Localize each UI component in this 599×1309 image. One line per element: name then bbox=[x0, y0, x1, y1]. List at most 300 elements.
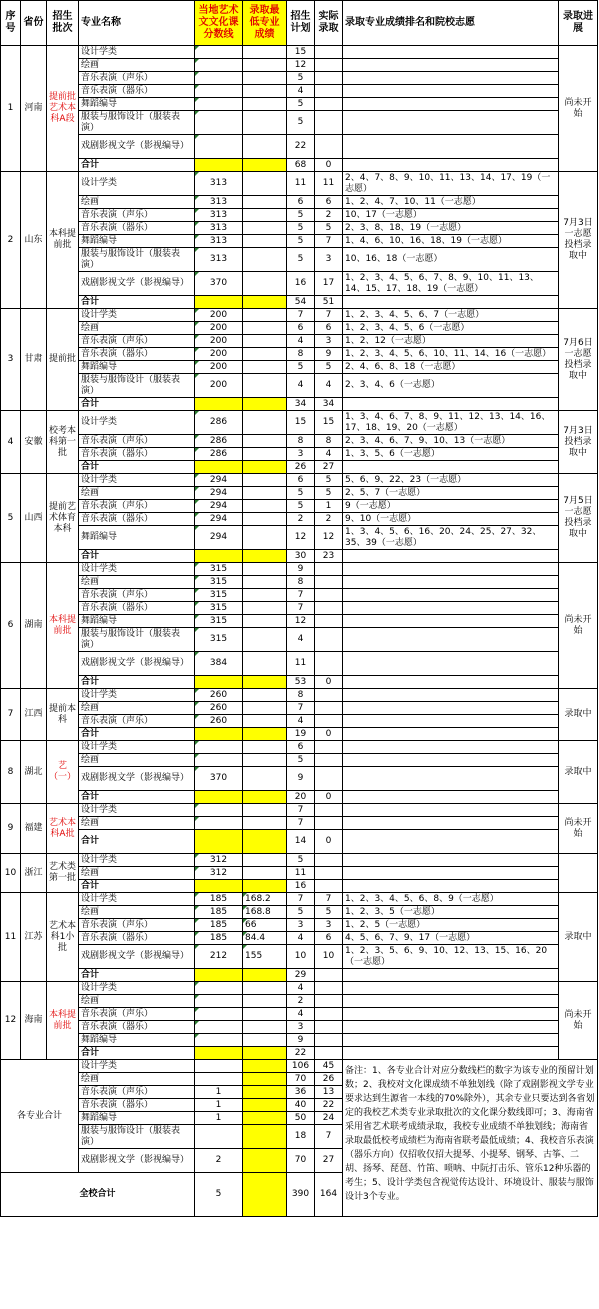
major-cell: 设计学类 bbox=[79, 804, 195, 817]
cutoff-cell bbox=[195, 98, 243, 111]
total-actual: 27 bbox=[315, 461, 343, 474]
major-cell: 服装与服饰设计（服装表演） bbox=[79, 628, 195, 652]
major-cell: 绘画 bbox=[79, 702, 195, 715]
major-cell: 设计学类 bbox=[79, 309, 195, 322]
total-ranking bbox=[343, 728, 559, 741]
major-cell: 音乐表演（声乐） bbox=[79, 589, 195, 602]
table-row bbox=[1, 576, 598, 589]
header-min-score: 录取最低专业成绩 bbox=[243, 1, 287, 46]
ranking-cell bbox=[343, 867, 559, 880]
major-cell: 绘画 bbox=[79, 1073, 195, 1086]
table-row bbox=[1, 135, 598, 159]
actual-cell: 9 bbox=[315, 348, 343, 361]
total-min-score bbox=[243, 880, 287, 893]
cutoff-cell: 312 bbox=[195, 867, 243, 880]
plan-cell: 5 bbox=[287, 754, 315, 767]
table-row bbox=[1, 817, 598, 830]
ranking-cell bbox=[343, 982, 559, 995]
major-cell: 音乐表演（声乐） bbox=[79, 1008, 195, 1021]
ranking-cell: 10、17（一志愿） bbox=[343, 209, 559, 222]
cutoff-cell: 315 bbox=[195, 615, 243, 628]
table-row bbox=[1, 893, 598, 906]
total-plan: 14 bbox=[287, 830, 315, 854]
ranking-cell bbox=[343, 702, 559, 715]
min-score-cell bbox=[243, 628, 287, 652]
actual-cell: 15 bbox=[315, 411, 343, 435]
actual-cell: 6 bbox=[315, 322, 343, 335]
major-cell: 音乐表演（声乐） bbox=[79, 919, 195, 932]
table-row bbox=[1, 982, 598, 995]
total-cutoff bbox=[195, 676, 243, 689]
ranking-cell bbox=[343, 85, 559, 98]
actual-cell bbox=[315, 702, 343, 715]
table-row bbox=[1, 435, 598, 448]
table-row bbox=[1, 72, 598, 85]
province-cell: 湖北 bbox=[21, 741, 47, 804]
plan-cell: 70 bbox=[287, 1149, 315, 1173]
total-plan: 53 bbox=[287, 676, 315, 689]
ranking-cell: 9（一志愿） bbox=[343, 500, 559, 513]
total-actual bbox=[315, 1047, 343, 1060]
major-cell: 舞蹈编导 bbox=[79, 235, 195, 248]
table-row bbox=[1, 702, 598, 715]
plan-cell: 4 bbox=[287, 715, 315, 728]
table-row bbox=[1, 46, 598, 59]
plan-cell: 2 bbox=[287, 513, 315, 526]
plan-cell: 36 bbox=[287, 1086, 315, 1099]
total-label: 合计 bbox=[79, 969, 195, 982]
total-min-score bbox=[243, 159, 287, 172]
total-label: 合计 bbox=[79, 791, 195, 804]
min-score-cell bbox=[243, 995, 287, 1008]
header-row bbox=[1, 1, 598, 46]
major-cell: 戏剧影视文学（影视编导） bbox=[79, 945, 195, 969]
seq-cell: 11 bbox=[1, 893, 21, 982]
total-plan: 29 bbox=[287, 969, 315, 982]
plan-cell: 7 bbox=[287, 817, 315, 830]
cutoff-cell: 185 bbox=[195, 919, 243, 932]
table-row bbox=[1, 628, 598, 652]
cutoff-cell: 200 bbox=[195, 374, 243, 398]
major-cell: 设计学类 bbox=[79, 172, 195, 196]
min-score-cell bbox=[243, 272, 287, 296]
cutoff-cell: 286 bbox=[195, 448, 243, 461]
total-ranking bbox=[343, 296, 559, 309]
total-label: 合计 bbox=[79, 296, 195, 309]
actual-cell bbox=[315, 602, 343, 615]
actual-cell bbox=[315, 615, 343, 628]
total-min-score bbox=[243, 1047, 287, 1060]
ranking-cell bbox=[343, 652, 559, 676]
major-cell: 舞蹈编导 bbox=[79, 1112, 195, 1125]
total-min-score bbox=[243, 830, 287, 854]
major-cell: 设计学类 bbox=[79, 741, 195, 754]
table-row bbox=[1, 500, 598, 513]
cutoff-cell: 315 bbox=[195, 563, 243, 576]
cutoff-cell bbox=[195, 111, 243, 135]
min-score-cell bbox=[243, 111, 287, 135]
plan-cell: 5 bbox=[287, 854, 315, 867]
actual-cell: 6 bbox=[315, 196, 343, 209]
cutoff-cell: 315 bbox=[195, 628, 243, 652]
cutoff-cell: 212 bbox=[195, 945, 243, 969]
ranking-cell: 1、2、3、4、5、6、7、8、9、10、11、13、14、15、17、18、19（一志愿） bbox=[343, 272, 559, 296]
plan-cell: 15 bbox=[287, 411, 315, 435]
total-ranking bbox=[343, 1047, 559, 1060]
table-row bbox=[1, 111, 598, 135]
min-score-cell bbox=[243, 689, 287, 702]
major-cell: 音乐表演（声乐） bbox=[79, 500, 195, 513]
province-cell: 安徽 bbox=[21, 411, 47, 474]
grand-total-plan: 390 bbox=[287, 1173, 315, 1217]
actual-cell bbox=[315, 767, 343, 791]
total-label: 合计 bbox=[79, 461, 195, 474]
plan-cell: 9 bbox=[287, 1034, 315, 1047]
total-min-score bbox=[243, 550, 287, 563]
min-score-cell bbox=[243, 1086, 287, 1099]
ranking-cell bbox=[343, 754, 559, 767]
actual-cell: 8 bbox=[315, 435, 343, 448]
progress-cell: 7月3日投档录取中 bbox=[559, 411, 598, 474]
ranking-cell: 1、2、4、7、10、11（一志愿） bbox=[343, 196, 559, 209]
cutoff-cell bbox=[195, 995, 243, 1008]
ranking-cell: 5、6、9、22、23（一志愿） bbox=[343, 474, 559, 487]
header-plan: 招生计划 bbox=[287, 1, 315, 46]
plan-cell: 5 bbox=[287, 487, 315, 500]
cutoff-cell: 200 bbox=[195, 309, 243, 322]
table-row bbox=[1, 59, 598, 72]
ranking-cell bbox=[343, 98, 559, 111]
ranking-cell bbox=[343, 995, 559, 1008]
table-row bbox=[1, 85, 598, 98]
total-row bbox=[1, 728, 598, 741]
min-score-cell bbox=[243, 98, 287, 111]
table-row bbox=[1, 309, 598, 322]
actual-cell: 7 bbox=[315, 235, 343, 248]
actual-cell bbox=[315, 1021, 343, 1034]
table-body bbox=[1, 46, 598, 1217]
seq-cell: 3 bbox=[1, 309, 21, 411]
plan-cell: 4 bbox=[287, 374, 315, 398]
actual-cell bbox=[315, 754, 343, 767]
cutoff-cell: 260 bbox=[195, 702, 243, 715]
actual-cell: 5 bbox=[315, 487, 343, 500]
actual-cell: 11 bbox=[315, 172, 343, 196]
total-row bbox=[1, 159, 598, 172]
total-row bbox=[1, 969, 598, 982]
total-ranking bbox=[343, 791, 559, 804]
major-cell: 音乐表演（声乐） bbox=[79, 1086, 195, 1099]
total-label: 合计 bbox=[79, 728, 195, 741]
cutoff-cell: 1 bbox=[195, 1112, 243, 1125]
ranking-cell: 2、4、7、8、9、10、11、13、14、17、19（一志愿） bbox=[343, 172, 559, 196]
cutoff-cell bbox=[195, 1034, 243, 1047]
actual-cell: 2 bbox=[315, 513, 343, 526]
min-score-cell bbox=[243, 196, 287, 209]
seq-cell: 7 bbox=[1, 689, 21, 741]
table-row bbox=[1, 209, 598, 222]
batch-cell: 校考本科第一批 bbox=[47, 411, 79, 474]
major-cell: 设计学类 bbox=[79, 474, 195, 487]
table-row bbox=[1, 767, 598, 791]
min-score-cell bbox=[243, 474, 287, 487]
table-row bbox=[1, 615, 598, 628]
ranking-cell bbox=[343, 817, 559, 830]
total-label: 合计 bbox=[79, 880, 195, 893]
batch-cell: 提前本科 bbox=[47, 689, 79, 741]
plan-cell: 11 bbox=[287, 867, 315, 880]
plan-cell: 2 bbox=[287, 995, 315, 1008]
table-row bbox=[1, 272, 598, 296]
major-cell: 音乐表演（器乐） bbox=[79, 222, 195, 235]
table-row bbox=[1, 526, 598, 550]
major-cell: 舞蹈编导 bbox=[79, 361, 195, 374]
min-score-cell bbox=[243, 172, 287, 196]
table-row bbox=[1, 235, 598, 248]
cutoff-cell bbox=[195, 59, 243, 72]
plan-cell: 8 bbox=[287, 435, 315, 448]
plan-cell: 11 bbox=[287, 652, 315, 676]
major-cell: 服装与服饰设计（服装表演） bbox=[79, 374, 195, 398]
table-row bbox=[1, 448, 598, 461]
major-cell: 设计学类 bbox=[79, 893, 195, 906]
plan-cell: 5 bbox=[287, 906, 315, 919]
actual-cell bbox=[315, 652, 343, 676]
major-cell: 音乐表演（器乐） bbox=[79, 448, 195, 461]
cutoff-cell: 1 bbox=[195, 1086, 243, 1099]
province-cell: 海南 bbox=[21, 982, 47, 1060]
plan-cell: 40 bbox=[287, 1099, 315, 1112]
total-ranking bbox=[343, 676, 559, 689]
ranking-cell bbox=[343, 1021, 559, 1034]
min-score-cell bbox=[243, 222, 287, 235]
plan-cell: 7 bbox=[287, 893, 315, 906]
ranking-cell: 2、3、8、18、19（一志愿） bbox=[343, 222, 559, 235]
major-cell: 绘画 bbox=[79, 754, 195, 767]
actual-cell: 5 bbox=[315, 474, 343, 487]
batch-cell: 提前批 bbox=[47, 309, 79, 411]
total-min-score bbox=[243, 791, 287, 804]
plan-cell: 5 bbox=[287, 72, 315, 85]
min-score-cell bbox=[243, 1060, 287, 1073]
major-cell: 设计学类 bbox=[79, 563, 195, 576]
plan-cell: 6 bbox=[287, 196, 315, 209]
progress-cell: 录取中 bbox=[559, 893, 598, 982]
actual-cell: 26 bbox=[315, 1073, 343, 1086]
table-row bbox=[1, 1034, 598, 1047]
grand-total-label: 全校合计 bbox=[1, 1173, 195, 1217]
total-actual: 0 bbox=[315, 791, 343, 804]
cutoff-cell: 315 bbox=[195, 589, 243, 602]
table-row bbox=[1, 867, 598, 880]
min-score-cell bbox=[243, 576, 287, 589]
ranking-cell: 9、10（一志愿） bbox=[343, 513, 559, 526]
total-row bbox=[1, 461, 598, 474]
plan-cell: 9 bbox=[287, 563, 315, 576]
progress-cell: 7月3日一志愿投档录取中 bbox=[559, 172, 598, 309]
cutoff-cell: 286 bbox=[195, 411, 243, 435]
ranking-cell: 1、2、3、4、5、6、10、11、14、16（一志愿） bbox=[343, 348, 559, 361]
actual-cell: 6 bbox=[315, 932, 343, 945]
total-actual bbox=[315, 969, 343, 982]
min-score-cell bbox=[243, 1149, 287, 1173]
major-cell: 绘画 bbox=[79, 817, 195, 830]
actual-cell: 17 bbox=[315, 272, 343, 296]
ranking-cell bbox=[343, 563, 559, 576]
table-row bbox=[1, 172, 598, 196]
total-ranking bbox=[343, 159, 559, 172]
plan-cell: 4 bbox=[287, 932, 315, 945]
total-cutoff bbox=[195, 398, 243, 411]
total-row bbox=[1, 1047, 598, 1060]
cutoff-cell: 200 bbox=[195, 348, 243, 361]
plan-cell: 3 bbox=[287, 919, 315, 932]
total-row bbox=[1, 880, 598, 893]
total-plan: 34 bbox=[287, 398, 315, 411]
seq-cell: 5 bbox=[1, 474, 21, 563]
total-label: 合计 bbox=[79, 159, 195, 172]
major-cell: 设计学类 bbox=[79, 411, 195, 435]
ranking-cell bbox=[343, 741, 559, 754]
cutoff-cell bbox=[195, 135, 243, 159]
min-score-cell: 84.4 bbox=[243, 932, 287, 945]
plan-cell: 10 bbox=[287, 945, 315, 969]
cutoff-cell: 313 bbox=[195, 209, 243, 222]
cutoff-cell: 185 bbox=[195, 906, 243, 919]
actual-cell: 5 bbox=[315, 361, 343, 374]
min-score-cell bbox=[243, 361, 287, 374]
actual-cell bbox=[315, 111, 343, 135]
min-score-cell bbox=[243, 59, 287, 72]
min-score-cell bbox=[243, 1112, 287, 1125]
plan-cell: 5 bbox=[287, 209, 315, 222]
major-cell: 音乐表演（器乐） bbox=[79, 1099, 195, 1112]
ranking-cell bbox=[343, 589, 559, 602]
batch-cell: 提前艺术体育本科 bbox=[47, 474, 79, 563]
total-actual: 0 bbox=[315, 676, 343, 689]
province-cell: 福建 bbox=[21, 804, 47, 854]
total-actual bbox=[315, 880, 343, 893]
actual-cell: 5 bbox=[315, 906, 343, 919]
province-cell: 浙江 bbox=[21, 854, 47, 893]
ranking-cell bbox=[343, 59, 559, 72]
ranking-cell bbox=[343, 804, 559, 817]
actual-cell bbox=[315, 715, 343, 728]
header-seq: 序号 bbox=[1, 1, 21, 46]
progress-cell: 尚未开始 bbox=[559, 982, 598, 1060]
plan-cell: 6 bbox=[287, 741, 315, 754]
total-actual: 0 bbox=[315, 728, 343, 741]
batch-cell: 艺术本科1小批 bbox=[47, 893, 79, 982]
table-row bbox=[1, 854, 598, 867]
ranking-cell: 10、16、18（一志愿） bbox=[343, 248, 559, 272]
actual-cell bbox=[315, 1034, 343, 1047]
plan-cell: 12 bbox=[287, 59, 315, 72]
ranking-cell: 2、3、4、6、7、9、10、13（一志愿） bbox=[343, 435, 559, 448]
major-cell: 戏剧影视文学（影视编导） bbox=[79, 135, 195, 159]
plan-cell: 18 bbox=[287, 1125, 315, 1149]
total-cutoff bbox=[195, 550, 243, 563]
batch-cell: 本科提前批 bbox=[47, 172, 79, 309]
total-ranking bbox=[343, 880, 559, 893]
min-score-cell bbox=[243, 309, 287, 322]
total-plan: 20 bbox=[287, 791, 315, 804]
ranking-cell bbox=[343, 72, 559, 85]
total-ranking bbox=[343, 969, 559, 982]
seq-cell: 6 bbox=[1, 563, 21, 689]
total-cutoff bbox=[195, 296, 243, 309]
actual-cell bbox=[315, 72, 343, 85]
header-batch: 招生批次 bbox=[47, 1, 79, 46]
plan-cell: 3 bbox=[287, 448, 315, 461]
min-score-cell bbox=[243, 72, 287, 85]
progress-cell bbox=[559, 854, 598, 893]
table-row bbox=[1, 589, 598, 602]
plan-cell: 4 bbox=[287, 628, 315, 652]
actual-cell bbox=[315, 854, 343, 867]
seq-cell: 12 bbox=[1, 982, 21, 1060]
min-score-cell bbox=[243, 435, 287, 448]
cutoff-cell: 312 bbox=[195, 854, 243, 867]
province-cell: 江苏 bbox=[21, 893, 47, 982]
plan-cell: 5 bbox=[287, 98, 315, 111]
batch-cell: 本科提前批 bbox=[47, 982, 79, 1060]
total-cutoff bbox=[195, 461, 243, 474]
min-score-cell: 168.8 bbox=[243, 906, 287, 919]
cutoff-cell: 313 bbox=[195, 235, 243, 248]
major-cell: 戏剧影视文学（影视编导） bbox=[79, 767, 195, 791]
min-score-cell bbox=[243, 1021, 287, 1034]
min-score-cell bbox=[243, 563, 287, 576]
total-cutoff bbox=[195, 728, 243, 741]
plan-cell: 5 bbox=[287, 235, 315, 248]
cutoff-cell: 313 bbox=[195, 172, 243, 196]
remarks-note: 备注：1、各专业合计对应分数线栏的数字为该专业的预留计划数；2、我校对文化课成绩不单独划线（除了戏剧影视文学专业要求达到生源省一本线的70%除外），其余专业只要达到各省划定的我校艺术类专业录取批次的文化课分数线即可；3、海南省采用省艺术联考成绩录取，我校专业成绩不单独划线；海南省录取最低校考成绩栏为海南省联考最低成绩；4、我校音乐表演（器乐方向）仅招收仅招大提琴、小提琴、钢琴、古筝、二胡、扬琴、琵琶、竹笛、唢呐、中阮打击乐、管乐12种乐器的考生；5、设计学类包含视觉传达设计、环境设计、服装与服饰设计3个专业。 bbox=[343, 1060, 598, 1217]
cutoff-cell: 185 bbox=[195, 893, 243, 906]
min-score-cell bbox=[243, 804, 287, 817]
total-ranking bbox=[343, 550, 559, 563]
actual-cell bbox=[315, 741, 343, 754]
batch-cell: 提前批艺术本科A段 bbox=[47, 46, 79, 172]
plan-cell: 8 bbox=[287, 689, 315, 702]
province-cell: 河南 bbox=[21, 46, 47, 172]
major-cell: 音乐表演（器乐） bbox=[79, 602, 195, 615]
min-score-cell bbox=[243, 335, 287, 348]
min-score-cell bbox=[243, 46, 287, 59]
table-row bbox=[1, 741, 598, 754]
major-cell: 戏剧影视文学（影视编导） bbox=[79, 272, 195, 296]
cutoff-cell: 200 bbox=[195, 335, 243, 348]
plan-cell: 4 bbox=[287, 1008, 315, 1021]
min-score-cell bbox=[243, 322, 287, 335]
major-cell: 舞蹈编导 bbox=[79, 1034, 195, 1047]
total-label: 合计 bbox=[79, 676, 195, 689]
total-min-score bbox=[243, 676, 287, 689]
cutoff-cell: 315 bbox=[195, 576, 243, 589]
major-cell: 服装与服饰设计（服装表演） bbox=[79, 111, 195, 135]
actual-cell: 5 bbox=[315, 222, 343, 235]
actual-cell bbox=[315, 85, 343, 98]
major-cell: 音乐表演（器乐） bbox=[79, 932, 195, 945]
total-row bbox=[1, 830, 598, 854]
actual-cell: 22 bbox=[315, 1099, 343, 1112]
total-cutoff bbox=[195, 969, 243, 982]
actual-cell bbox=[315, 135, 343, 159]
cutoff-cell: 294 bbox=[195, 474, 243, 487]
actual-cell bbox=[315, 589, 343, 602]
min-score-cell bbox=[243, 135, 287, 159]
actual-cell bbox=[315, 563, 343, 576]
